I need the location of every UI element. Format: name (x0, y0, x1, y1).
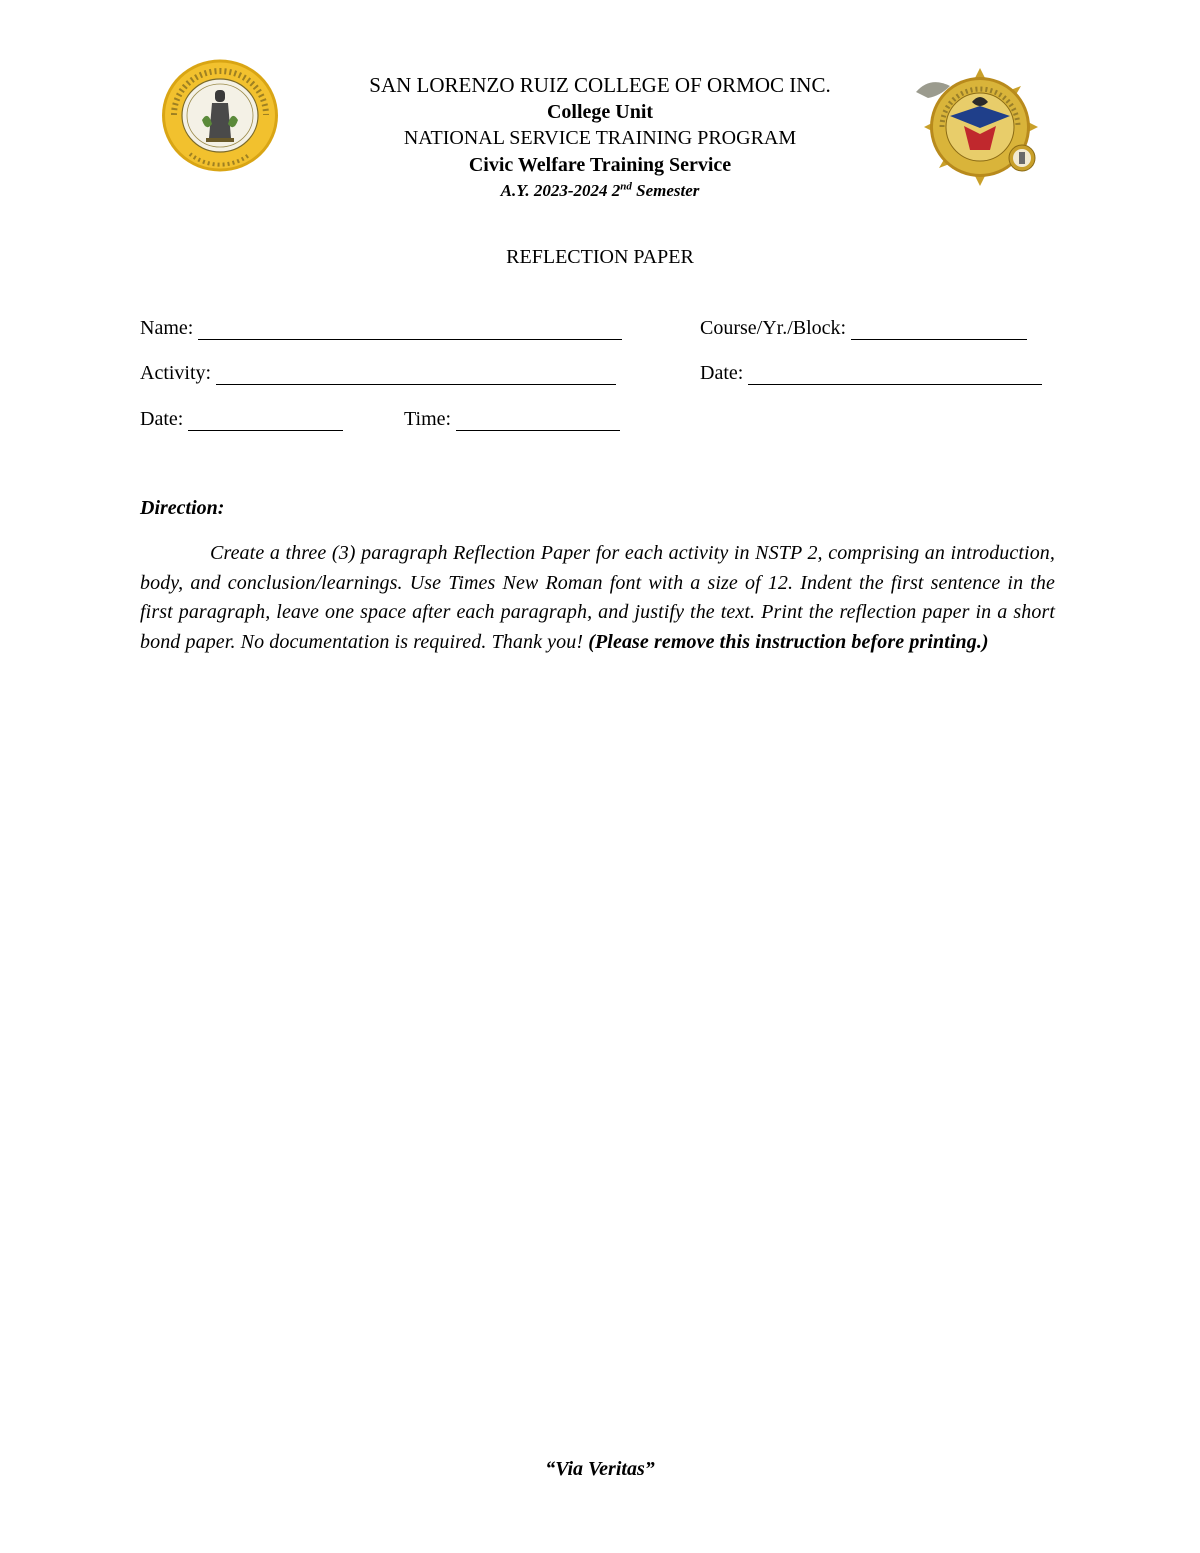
date-input-line-right[interactable] (748, 366, 1042, 385)
date-input-line[interactable] (188, 412, 343, 431)
footer-motto: “Via Veritas” (545, 1458, 655, 1480)
school-seal-icon (160, 58, 280, 173)
nstp-cwts-seal-icon (914, 66, 1046, 188)
course-field (700, 317, 1027, 340)
name-field (140, 317, 622, 340)
direction-heading: Direction: (140, 497, 225, 519)
date-label-right: Date: (700, 362, 744, 384)
course-input-line[interactable] (851, 321, 1027, 340)
name-input-line[interactable] (198, 321, 622, 340)
activity-field (140, 362, 616, 385)
date-label: Date: (140, 408, 184, 430)
name-label: Name: (140, 317, 194, 339)
activity-input-line[interactable] (216, 366, 616, 385)
program-name: NATIONAL SERVICE TRAINING PROGRAM (403, 127, 797, 149)
direction-text: Create a three (3) paragraph Reflection Paper for each activity in NSTP 2, comprising an introduction, body, and conclusion/learnings. Use Times New Roman font with a size of 12. Indent the first sentence in the first paragraph, leave one space after each paragraph, and justify the text. Print the reflection paper in a short bond paper. No documentation is required. Thank you! (Please remove this instruction before printing.) (140, 542, 1055, 653)
academic-year: A.Y. 2023-2024 2nd Semester (500, 180, 700, 200)
date-field (140, 408, 343, 431)
time-field (404, 408, 620, 431)
course-label: Course/Yr./Block: (700, 317, 847, 339)
document-title: REFLECTION PAPER (506, 246, 694, 268)
service-name: Civic Welfare Training Service (468, 153, 732, 176)
document-header (300, 72, 900, 205)
activity-label: Activity: (140, 362, 212, 384)
time-label: Time: (404, 408, 452, 430)
unit-name: College Unit (546, 100, 654, 123)
date-field-right (700, 362, 1042, 385)
school-name: SAN LORENZO RUIZ COLLEGE OF ORMOC INC. (369, 73, 831, 97)
time-input-line[interactable] (456, 412, 620, 431)
direction-note: (Please remove this instruction before printing.) (588, 630, 989, 653)
